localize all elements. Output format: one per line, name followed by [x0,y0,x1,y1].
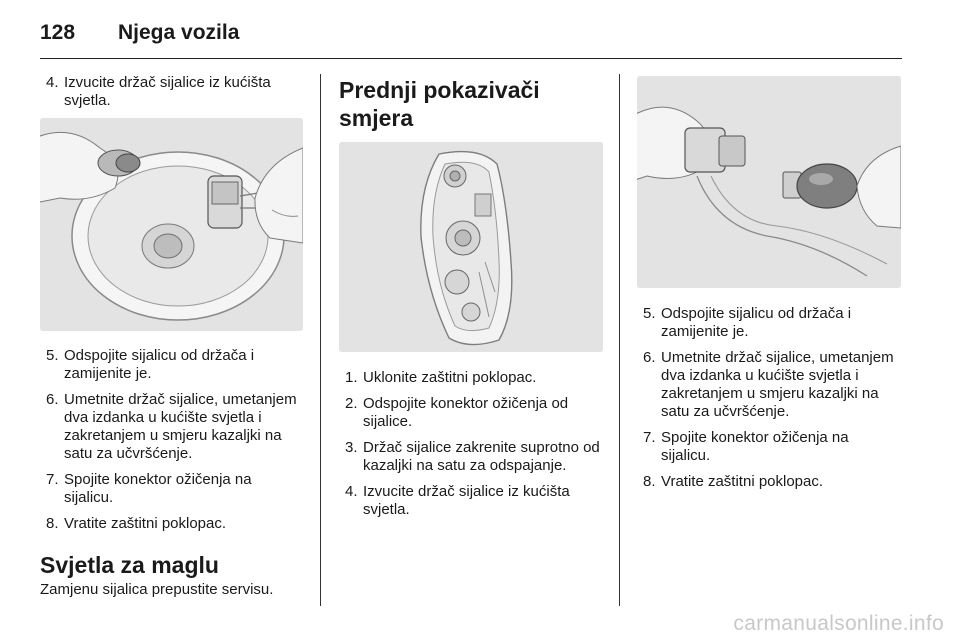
step-item: 4. Izvucite držač sijalice iz kućišta svjetla. [46,74,271,109]
column-middle [339,74,603,527]
fog-lights-text: Zamjenu sijalica prepustite servisu. [40,581,274,598]
column-left [40,74,303,599]
step-item: 3. Držač sijalice zakrenite suprotno od kazaljki na satu za odspajanje. [345,439,600,474]
step-item: 5. Odspojite sijalicu od držača i zamijenite je. [643,305,852,340]
bulb-replacement-illustration [637,76,901,288]
column-divider-2 [619,74,620,606]
page-header [40,18,902,59]
running-title: Njega vozila [118,21,240,44]
step-item: 7. Spojite konektor ožičenja na sijalicu. [643,429,849,464]
front-indicators-heading: Prednji pokazivači smjera [339,77,540,131]
step-item: 6. Umetnite držač sijalice, umetanjem dva izdanka u kućište svjetla i zakretanjem u smjeru kazaljki na satu za učvršćenje. [643,349,894,420]
step-item: 7. Spojite konektor ožičenja na sijalicu. [46,471,252,506]
column-divider-1 [320,74,321,606]
step-item: 8. Vratite zaštitni poklopac. [643,473,824,490]
step-item: 2. Odspojite konektor ožičenja od sijalice. [345,395,569,430]
step-item: 4. Izvucite držač sijalice iz kućišta svjetla. [345,483,570,518]
page-number: 128 [40,21,76,44]
headlamp-rear-illustration [339,142,603,352]
watermark: carmanualsonline.info [733,612,944,635]
column-right [637,74,901,499]
step-item: 6. Umetnite držač sijalice, umetanjem dva izdanka u kućište svjetla i zakretanjem u smjeru kazaljki na satu za učvršćenje. [46,391,297,462]
step-item: 5. Odspojite sijalicu od držača i zamijenite je. [46,347,255,382]
step-item: 8. Vratite zaštitni poklopac. [46,515,227,532]
fog-lights-heading: Svjetla za maglu [40,552,219,578]
bulb-holder-removal-illustration [40,118,303,331]
step-item: 1. Uklonite zaštitni poklopac. [345,369,537,386]
